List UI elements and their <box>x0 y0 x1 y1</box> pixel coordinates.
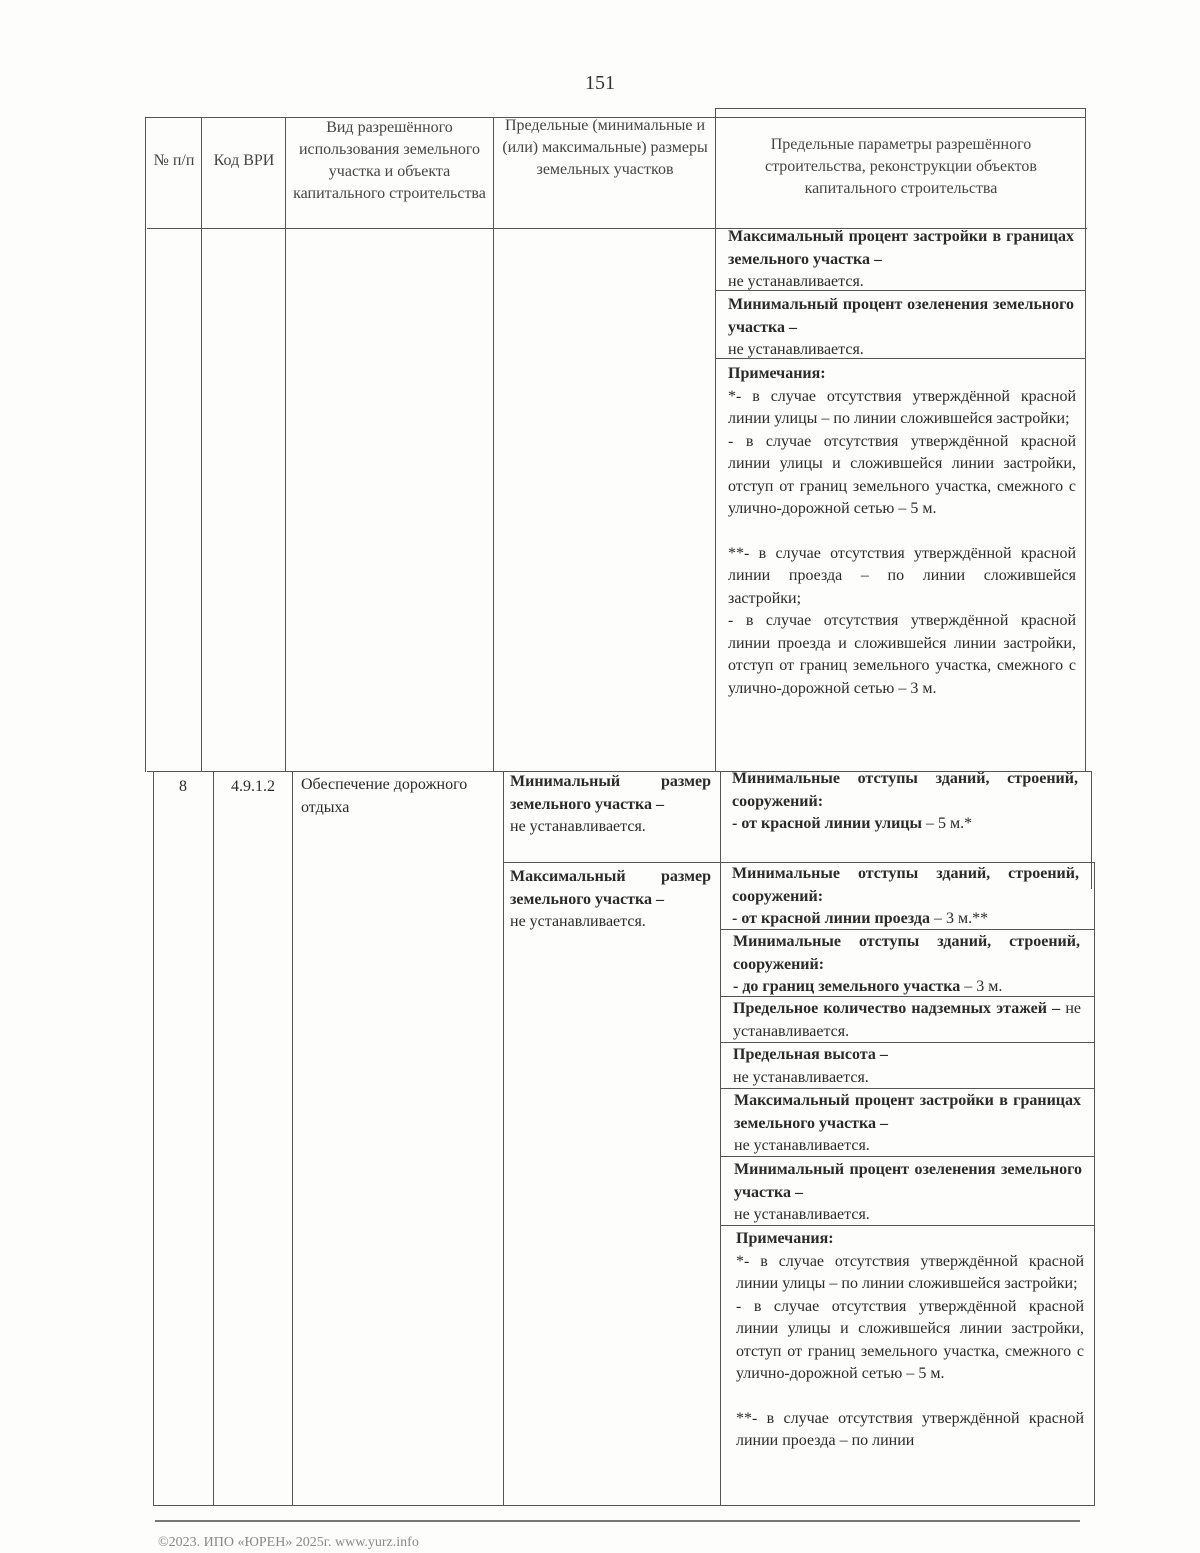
cont-max-build-percent: Максимальный процент застройки в границах земельного участка – не устанавливается. <box>728 228 1074 290</box>
note-item: *- в случае отсутствия утверждённой красной линии улицы – по линии сложившейся застройки; <box>736 1252 1084 1292</box>
note-item: **- в случае отсутствия утверждённой красной линии проезда – по линии сложившейся застройки; <box>728 544 1076 607</box>
footer-text: ©2023. ИПО «ЮРЕН» 2025г. www.yurz.info <box>158 1535 419 1550</box>
setback-passage: Минимальные отступы зданий, строений, сооружений: - от красной линии проезда – 3 м.** <box>732 865 1079 927</box>
max-height: Предельная высота – не устанавливается. <box>733 1046 888 1086</box>
min-plot-size: Минимальный размер земельного участка – не устанавливается. <box>510 773 711 835</box>
row-code: 4.9.1.2 <box>231 778 275 795</box>
notes-title: Примечания: <box>728 365 826 382</box>
page-number: 151 <box>585 72 615 94</box>
cont-min-green-percent: Минимальный процент озеленения земельного участка – не устанавливается. <box>728 296 1074 358</box>
note-item: **- в случае отсутствия утверждённой красной линии проезда – по линии <box>736 1409 1084 1449</box>
row-use-name: Обеспечение дорожного отдыха <box>301 776 468 816</box>
max-build-percent: Максимальный процент застройки в границах земельного участка – не устанавливается. <box>734 1092 1081 1154</box>
note-item: - в случае отсутствия утверждённой красной линии проезда и сложившейся линии застройки, отступ от границ земельного участка, смежного с улично-дорожной сетью – 3 м. <box>728 612 1076 697</box>
row-number: 8 <box>179 778 187 795</box>
min-green-percent: Минимальный процент озеленения земельного участка – не устанавливается. <box>734 1161 1082 1223</box>
cont-notes <box>728 363 1076 700</box>
header-params: Предельные параметры разрешённого строительства, реконструкции объектов капитального строительства <box>765 136 1037 197</box>
note-item: *- в случае отсутствия утверждённой красной линии улицы – по линии сложившейся застройки; <box>728 387 1076 427</box>
header-num: № п/п <box>153 152 195 169</box>
setback-street: Минимальные отступы зданий, строений, сооружений: - от красной линии улицы – 5 м.* <box>732 770 1078 832</box>
note-item: - в случае отсутствия утверждённой красной линии улицы и сложившейся линии застройки, отступ от границ земельного участка, смежного с улично-дорожной сетью – 5 м. <box>728 432 1076 517</box>
footer-divider <box>155 1520 1080 1522</box>
header-plot-size: Предельные (минимальные и (или) максимальные) размеры земельных участков <box>502 117 708 178</box>
max-plot-size: Максимальный размер земельного участка – не устанавливается. <box>510 868 711 930</box>
header-use-type: Вид разрешённого использования земельного участка и объекта капитального строительства <box>293 119 486 202</box>
note-item: - в случае отсутствия утверждённой красной линии улицы и сложившейся линии застройки, отступ от границ земельного участка, смежного с улично-дорожной сетью – 5 м. <box>736 1297 1084 1382</box>
notes-title: Примечания: <box>736 1230 834 1247</box>
row-notes <box>736 1228 1084 1453</box>
max-floors: Предельное количество надземных этажей – не устанавливается. <box>733 1000 1081 1040</box>
setback-boundary: Минимальные отступы зданий, строений, сооружений: - до границ земельного участка – 3 м. <box>733 933 1080 995</box>
header-code: Код ВРИ <box>213 152 275 169</box>
